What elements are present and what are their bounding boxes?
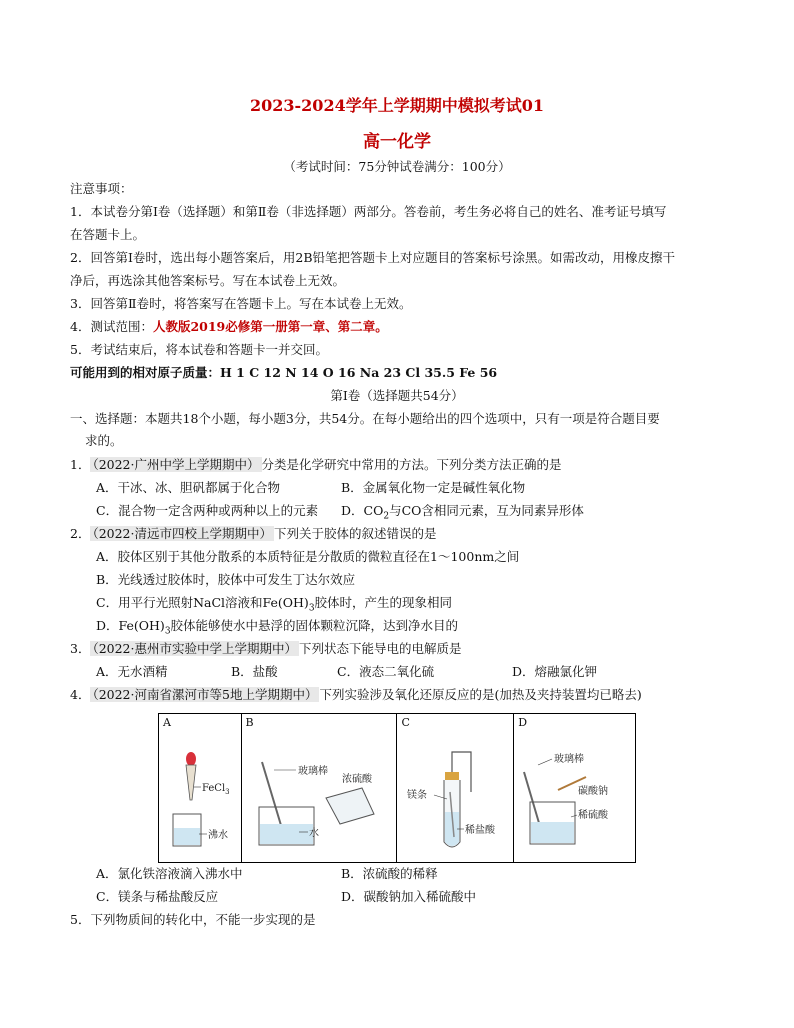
question-source: （2022·惠州市实验中学上学期期中） [92,641,297,656]
svg-text:浓硫酸: 浓硫酸 [341,774,372,785]
question-3-stem: 3． （2022·惠州市实验中学上学期期中） 下列状态下能导电的电解质是 [70,641,462,656]
svg-text:碳酸钠: 碳酸钠 [578,786,609,797]
note-line-5: 5．考试结束后，将本试卷和答题卡一并交回。 [70,342,328,357]
question-source: （2022·河南省漯河市等5地上学期期中） [92,687,318,702]
svg-text:玻璃棒: 玻璃棒 [297,766,328,777]
cell-label: C [401,716,410,729]
note-line-4 [70,317,388,337]
question-4-stem: 4． （2022·河南省漯河市等5地上学期期中） 下列实验涉及氧化还原反应的是(加热及夹持装置均已略去) [70,687,642,702]
cell-label: D [518,716,528,729]
q2-option-a[interactable]: A．胶体区别于其他分散系的本质特征是分散质的微粒直径在1～100nm之间 [96,549,520,564]
acid-beaker-icon [326,788,374,824]
figure-cell-b [241,714,397,863]
experiment-figure-table [158,713,636,863]
reaction-beaker-diagram [516,732,631,857]
test-range: 人教版2019必修第一册第一章、第二章。 [152,319,388,334]
note-line: 3．回答第Ⅱ卷时，将答案写在答题卡上。写在本试卷上无效。 [70,296,412,311]
figure-cell-a [159,714,242,863]
dropper-beaker-diagram [161,732,236,857]
svg-text:FeCl3: FeCl$_3$ [202,783,230,796]
q3-option-c[interactable]: C．液态二氧化硫 [337,664,435,679]
dilution-diagram [244,732,394,857]
figure-cell-d [514,714,636,863]
section1-intro-cont: 求的。 [85,433,123,448]
atomic-masses: 可能用到的相对原子质量：H 1 C 12 N 14 O 16 Na 23 Cl 35.5 Fe 56 [70,365,498,380]
svg-text:水: 水 [308,828,319,839]
cell-label: A [163,716,171,729]
q4-option-c[interactable]: C．镁条与稀盐酸反应 [96,889,219,904]
note-line: 在答题卡上。 [70,227,146,242]
svg-text:沸水: 沸水 [208,830,228,841]
note-line: 净后，再选涂其他答案标号。写在本试卷上无效。 [70,273,346,288]
note4-prefix: 4．测试范围： [70,319,153,334]
water-fill [174,828,200,845]
q4-option-b[interactable]: B．浓硫酸的稀释 [341,866,438,881]
question-1-stem: 1． （2022·广州中学上学期期中） 分类是化学研究中常用的方法。下列分类方法正确的是 [70,457,562,472]
q4-option-a[interactable]: A．氯化铁溶液滴入沸水中 [96,866,243,881]
test-tube-diagram [399,732,509,857]
part1-heading: 第Ⅰ卷（选择题共54分） [330,388,464,403]
svg-text:稀盐酸: 稀盐酸 [465,825,496,836]
q3-option-a[interactable]: A．无水酒精 [96,664,168,679]
q3-option-d[interactable]: D．熔融氯化钾 [512,664,598,679]
note-line: 1．本试卷分第Ⅰ卷（选择题）和第Ⅱ卷（非选择题）两部分。答卷前，考生务必将自己的姓名、准考证号填写 [70,204,667,219]
q3-option-b[interactable]: B．盐酸 [231,664,278,679]
svg-text:玻璃棒: 玻璃棒 [554,754,585,765]
figure-cell-c [397,714,514,863]
q1-option-d[interactable]: D．$CO_2$与CO含相同元素，互为同素异形体 [341,503,584,522]
exam-title: 2023-2024学年上学期期中模拟考试01 [250,96,544,115]
cell-label: B [245,716,254,729]
q2-option-b[interactable]: B．光线透过胶体时，胶体中可发生丁达尔效应 [96,572,356,587]
q4-option-d[interactable]: D．碳酸钠加入稀硫酸中 [341,889,477,904]
svg-text:稀硫酸: 稀硫酸 [578,810,609,821]
note-line: 2．回答第Ⅰ卷时，选出每小题答案后，用2B铅笔把答题卡上对应题目的答案标号涂黑。如需改动，用橡皮擦干 [70,250,676,265]
svg-text:镁条: 镁条 [407,790,428,801]
dropper-bulb-icon [186,752,196,766]
question-source: （2022·广州中学上学期期中） [92,457,260,472]
dropper-tube-icon [186,765,196,800]
exam-info: （考试时间：75分钟试卷满分：100分） [283,159,511,174]
exam-subtitle: 高一化学 [363,132,431,152]
section1-intro: 一、选择题：本题共18个小题，每小题3分，共54分。在每小题给出的四个选项中，只有一项是符合题目要 [70,411,660,426]
question-2-stem: 2． （2022·清远市四校上学期期中） 下列关于胶体的叙述错误的是 [70,526,437,541]
q1-option-a[interactable]: A．干冰、冰、胆矾都属于化合物 [96,480,281,495]
q2-option-c[interactable]: C．用平行光照射NaCl溶液和$Fe(OH)_3$胶体时，产生的现象相同 [96,595,453,614]
question-5-stem: 5．下列物质间的转化中，不能一步实现的是 [70,912,316,927]
q1-option-b[interactable]: B．金属氧化物一定是碱性氧化物 [341,480,526,495]
question-source: （2022·清远市四校上学期期中） [92,526,272,541]
notes-heading: 注意事项： [70,181,133,196]
q1-option-c[interactable]: C．混合物一定含两种或两种以上的元素 [96,503,319,518]
q2-option-d[interactable]: D．$Fe(OH)_3$胶体能够使水中悬浮的固体颗粒沉降，达到净水目的 [96,618,459,637]
stopper-icon [445,772,459,780]
